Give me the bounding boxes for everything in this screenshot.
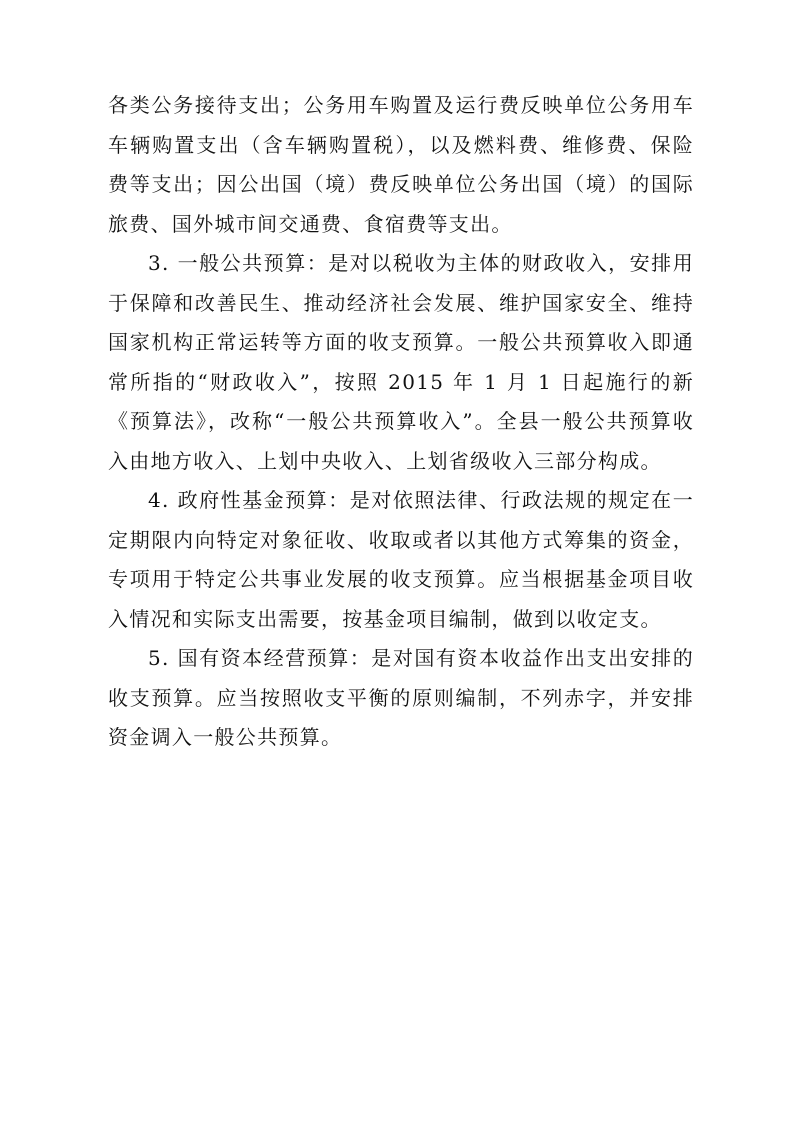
paragraph-general-public-budget: 3. 一般公共预算：是对以税收为主体的财政收入，安排用于保障和改善民生、推动经济社会发展、维护国家安全、维持国家机构正常运转等方面的收支预算。一般公共预算收入即通常所指的“财政收入”，按照 2015 年 1 月 1 日起施行的新《预算法》，改称“一般公共预算收入”。全县一般公共预算收入由地方收入、上划中央收入、上划省级收入三部分构成。 <box>108 251 694 473</box>
document-body <box>108 86 694 758</box>
paragraph-state-capital-budget: 5. 国有资本经营预算：是对国有资本收益作出支出安排的收支预算。应当按照收支平衡的原则编制，不列赤字，并安排资金调入一般公共预算。 <box>108 646 694 749</box>
paragraph-continuation: 各类公务接待支出；公务用车购置及运行费反映单位公务用车车辆购置支出（含车辆购置税），以及燃料费、维修费、保险费等支出；因公出国（境）费反映单位公务出国（境）的国际旅费、国外城市间交通费、食宿费等支出。 <box>108 93 694 236</box>
paragraph-government-fund-budget: 4. 政府性基金预算：是对依照法律、行政法规的规定在一定期限内向特定对象征收、收取或者以其他方式筹集的资金，专项用于特定公共事业发展的收支预算。应当根据基金项目收入情况和实际支出需要，按基金项目编制，做到以收定支。 <box>108 488 694 631</box>
